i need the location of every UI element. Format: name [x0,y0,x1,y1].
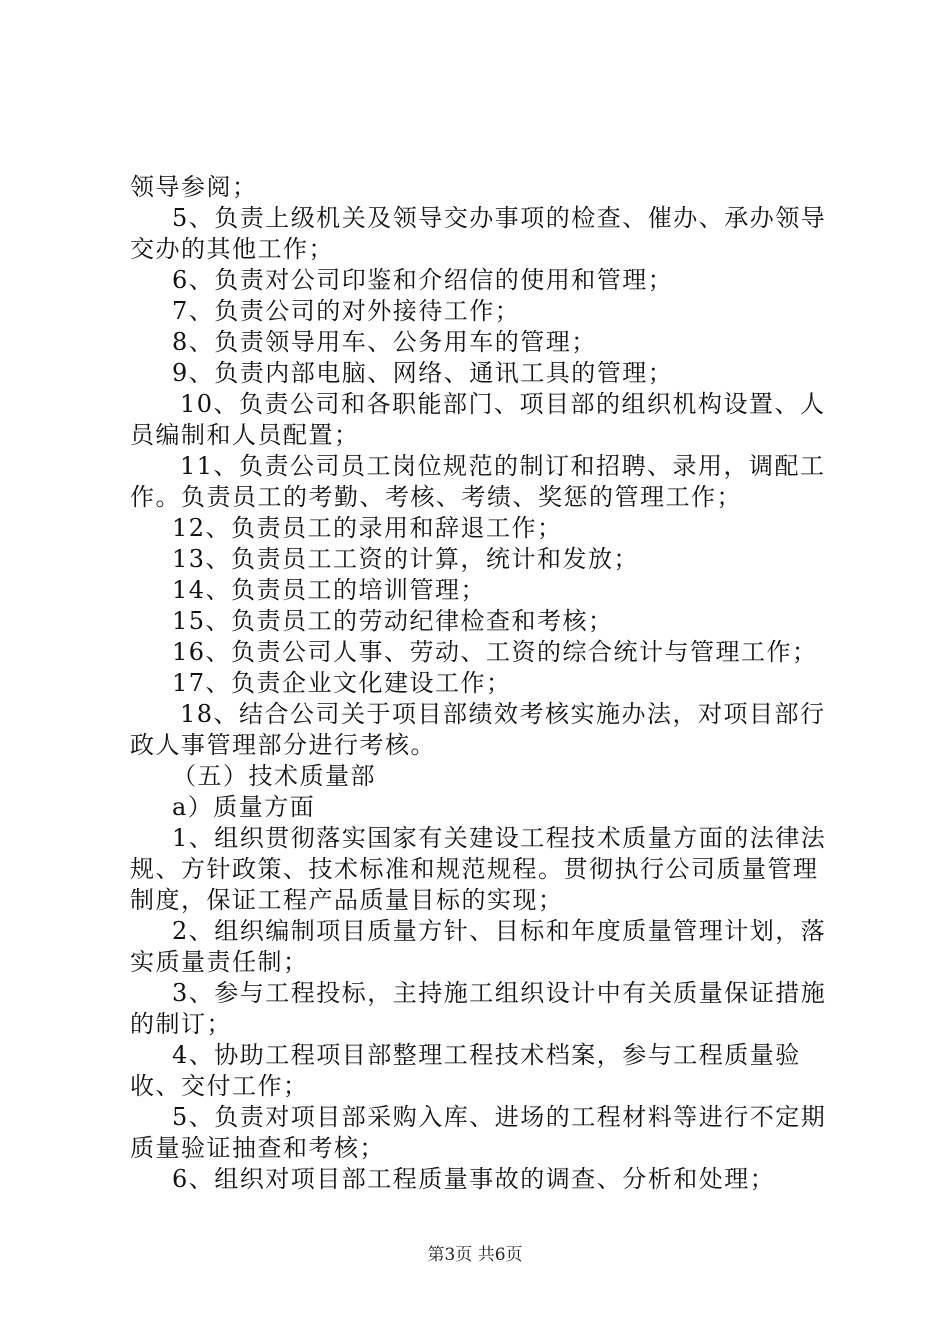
paragraph-item-18: 18、结合公司关于项目部绩效考核实施办法，对项目部行政人事管理部分进行考核。 [130,700,826,759]
paragraph-item-14: 14、负责员工的培训管理； [172,576,487,604]
document-body [130,172,835,1195]
paragraph-item-10: 10、负责公司和各职能部门、项目部的组织机构设置、人员编制和人员配置； [130,390,826,449]
paragraph-item-16: 16、负责公司人事、劳动、工资的综合统计与管理工作； [172,638,818,666]
quality-item-1: 1、组织贯彻落实国家有关建设工程技术质量方面的法律法规、方针政策、技术标准和规范规程。贯彻执行公司质量管理制度，保证工程产品质量目标的实现； [130,824,827,914]
paragraph-item-13: 13、负责员工工资的计算，统计和发放； [172,545,640,573]
section-heading-tech-quality: （五）技术质量部 [172,762,376,790]
paragraph-item-8: 8、负责领导用车、公务用车的管理； [172,328,597,356]
page-footer: 第3页 共6页 [427,1245,523,1265]
paragraph-item-11: 11、负责公司员工岗位规范的制订和招聘、录用，调配工作。负责员工的考勤、考核、考绩、奖惩的管理工作； [130,452,826,511]
paragraph-item-5: 5、负责上级机关及领导交办事项的检查、催办、承办领导交办的其他工作； [130,204,827,263]
quality-item-6: 6、组织对项目部工程质量事故的调查、分析和处理； [172,1165,776,1193]
quality-item-5: 5、负责对项目部采购入库、进场的工程材料等进行不定期质量验证抽查和考核； [130,1103,827,1162]
paragraph-item-17: 17、负责企业文化建设工作； [172,669,512,697]
paragraph-item-12: 12、负责员工的录用和辞退工作； [172,514,563,542]
paragraph-item-7: 7、负责公司的对外接待工作； [172,297,521,325]
paragraph-continuation: 领导参阅； [130,173,258,201]
paragraph-item-6: 6、负责对公司印鉴和介绍信的使用和管理； [172,266,674,294]
quality-item-3: 3、参与工程投标，主持施工组织设计中有关质量保证措施的制订； [130,979,827,1038]
paragraph-item-15: 15、负责员工的劳动纪律检查和考核； [172,607,614,635]
subsection-heading-quality: a）质量方面 [172,793,316,821]
quality-item-2: 2、组织编制项目质量方针、目标和年度质量管理计划，落实质量责任制； [130,917,827,976]
quality-item-4: 4、协助工程项目部整理工程技术档案，参与工程质量验收、交付工作； [130,1041,801,1100]
paragraph-item-9: 9、负责内部电脑、网络、通讯工具的管理； [172,359,674,387]
